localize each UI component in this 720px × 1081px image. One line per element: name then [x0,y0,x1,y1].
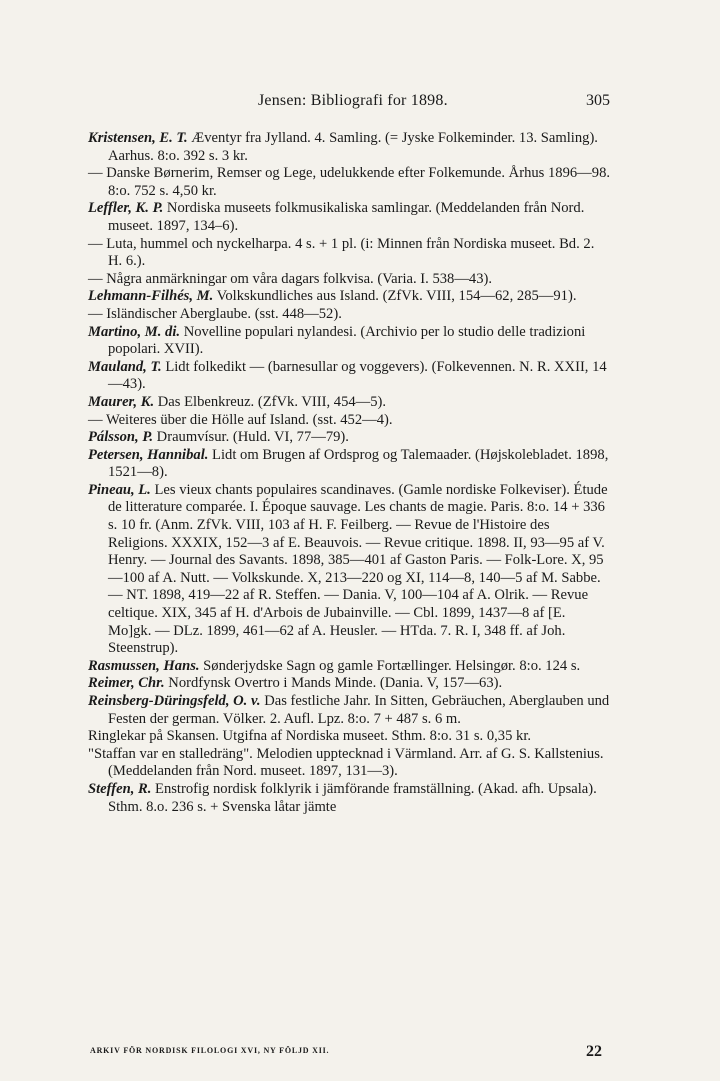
bibliography-entry [88,675,612,693]
entry-text: Enstrofig nordisk folklyrik i jämförande framställning. (Akad. afh. Upsala). Sthm. 8.o. 236 s. + Svenska låtar jämte [108,780,597,815]
bibliography-entry [88,200,612,235]
bibliography-entry [88,271,612,289]
entry-text: — Weiteres über die Hölle auf Island. (sst. 452—4). [88,411,393,428]
entry-text: Draumvísur. (Huld. VI, 77—79). [153,429,349,446]
entry-text: Das Elbenkreuz. (ZfVk. VIII, 454—5). [154,393,387,410]
entry-text: Ringlekar på Skansen. Utgifna af Nordiska museet. Sthm. 8:o. 31 s. 0,35 kr. [88,728,532,745]
entry-text: Das festliche Jahr. In Sitten, Gebräuchen, Aberglauben und Festen der german. Völker. 2. Aufl. Lpz. 8:o. 7 + 487 s. 6 m. [108,693,610,727]
bibliography-entry [88,429,612,447]
entry-text: Les vieux chants populaires scandinaves. (Gamle nordiske Folkeviser). Étude de litterature comparée. I. Époque sauvage. Les chants de magie. Paris. 8:o. 14 + 336 s. 10 fr. (Anm. ZfVk. VIII, 103 af H. F. Feilberg. — Revue de l'Histoire des Religions. XXXIX, 152—3 af E. Beauvois. — Revue critique. 1898. II, 93—95 af V. Henry. — Journal des Savants. 1898, 385—401 af Gaston Paris. — Folk-Lore. X, 95—100 af A. Nutt. — Volkskunde. X, 213—220 og XI, 114—8, 140—5 af M. Sabbe. — NT. 1898, 419—22 af R. Steffen. — Dania. V, 100—104 af A. Olrik. — Revue celtique. XIX, 345 af H. d'Arbois de Jubainville. — Cbl. 1899, 1437—8 af [E. Mo]gk. — DLz. 1899, 461—62 af A. Heusler. — HTda. 7. R. I, 348 ff. af Joh. Steenstrup). [108,481,608,657]
entry-author: Pineau, L. [88,481,151,498]
bibliography-entry [88,236,612,271]
entry-text: Nordfynsk Overtro i Mands Minde. (Dania. V, 157—63). [164,675,503,692]
entry-author: Reinsberg-Düringsfeld, O. v. [88,693,261,709]
entry-text: — Luta, hummel och nyckelharpa. 4 s. + 1 pl. (i: Minnen från Nordiska museet. Bd. 2. H. 6.). [88,235,595,270]
entry-author: Martino, M. di. [88,323,181,340]
entry-text: Lidt folkedikt — (barnesullar og voggevers). (Folkevennen. N. R. XXII, 14—43). [108,358,607,393]
bibliography-entry [88,288,612,306]
bibliography-entry [88,165,612,200]
bibliography-entry [88,728,612,746]
running-head: Jensen: Bibliografi for 1898. [258,92,448,109]
bibliography-entry [88,746,612,781]
entry-author: Kristensen, E. T. [88,130,188,146]
bibliography-entry [88,693,612,728]
bibliography-entry [88,324,612,359]
entry-author: Leffler, K. P. [88,200,164,217]
bibliography-entry [88,447,612,482]
bibliography-entry [88,130,612,165]
entry-author: Reimer, Chr. [88,675,165,692]
bibliography-entry [88,359,612,394]
bibliography-list [88,130,612,816]
entry-text: — Danske Børnerim, Remser og Lege, udelukkende efter Folkemunde. Århus 1896—98. 8:o. 752 s. 4,50 kr. [88,165,611,199]
entry-text: Volkskundliches aus Island. (ZfVk. VIII, 154—62, 285—91). [213,288,577,305]
entry-author: Pálsson, P. [88,429,154,446]
entry-text: Novelline populari nylandesi. (Archivio per lo studio delle tradizioni popolari. XVII). [108,323,586,358]
entry-text: — Isländischer Aberglaube. (sst. 448—52). [88,305,342,322]
bibliography-entry [88,306,612,324]
entry-author: Steffen, R. [88,780,152,797]
page-number: 305 [586,92,610,109]
bibliography-entry [88,412,612,430]
entry-author: Lehmann-Filhés, M. [88,288,214,305]
bibliography-entry [88,658,612,676]
bibliography-entry [88,394,612,412]
bibliography-entry [88,781,612,816]
entry-text: Lidt om Brugen af Ordsprog og Talemaader. (Højskolebladet. 1898, 1521—8). [108,446,609,481]
entry-author: Rasmussen, Hans. [88,657,200,674]
entry-text: Æventyr fra Jylland. 4. Samling. (= Jyske Folkeminder. 13. Samling). Aarhus. 8:o. 392 s. 3 kr. [108,130,598,164]
entry-text: Sønderjydske Sagn og gamle Fortællinger. Helsingør. 8:o. 124 s. [199,657,581,674]
page-header [90,92,610,114]
entry-text: "Staffan var en stalledräng". Melodien upptecknad i Värmland. Arr. af G. S. Kallstenius. (Meddelanden från Nord. museet. 1897, 131—3). [88,745,604,780]
signature-mark: 22 [586,1043,602,1060]
entry-text: Nordiska museets folkmusikaliska samlingar. (Meddelanden från Nord. museet. 1897, 134–6). [108,200,585,234]
signature-line: ARKIV FÖR NORDISK FILOLOGI XVI, NY FÖLJD XII. [90,1046,330,1055]
page-footer [90,1043,610,1063]
entry-author: Mauland, T. [88,358,162,375]
entry-author: Maurer, K. [88,393,155,410]
entry-author: Petersen, Hannibal. [88,446,209,463]
entry-text: — Några anmärkningar om våra dagars folkvisa. (Varia. I. 538—43). [88,270,493,287]
bibliography-entry [88,482,612,658]
